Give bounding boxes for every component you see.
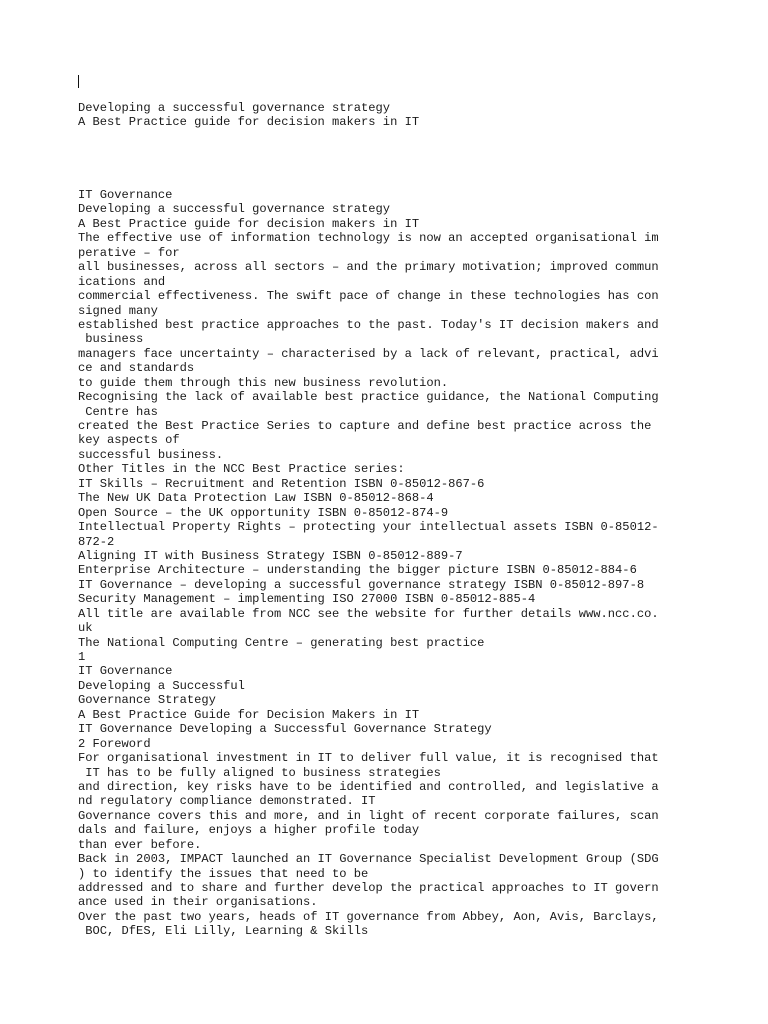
text-line: ) to identify the issues that need to be — [78, 866, 369, 881]
text-line: Back in 2003, IMPACT launched an IT Governance Specialist Development Group (SDG — [78, 852, 659, 867]
text-line: Enterprise Architecture – understanding the bigger picture ISBN 0-85012-884-6 — [78, 563, 637, 578]
text-line: established best practice approaches to the past. Today's IT decision makers and — [78, 317, 659, 332]
text-line: successful business. — [78, 447, 224, 462]
text-line: The National Computing Centre – generating best practice — [78, 635, 485, 650]
text-line: commercial effectiveness. The swift pace of change in these technologies has con — [78, 289, 659, 304]
header-line: Developing a successful governance strategy — [78, 101, 391, 115]
text-cursor — [78, 75, 79, 88]
text-line: than ever before. — [78, 837, 202, 852]
text-line: IT Governance Developing a Successful Governance Strategy — [78, 722, 492, 737]
text-line: Developing a successful governance strategy — [78, 202, 391, 217]
text-line: dals and failure, enjoys a higher profile today — [78, 823, 420, 838]
header-line: A Best Practice guide for decision makers in IT — [78, 115, 420, 130]
text-line: Aligning IT with Business Strategy ISBN 0-85012-889-7 — [78, 548, 463, 563]
text-line: business — [78, 332, 144, 347]
text-line: Other Titles in the NCC Best Practice series: — [78, 462, 405, 477]
text-line: Governance covers this and more, and in light of recent corporate failures, scan — [78, 808, 659, 823]
text-line: A Best Practice guide for decision makers in IT — [78, 216, 420, 231]
text-line: all businesses, across all sectors – and the primary motivation; improved commun — [78, 260, 659, 275]
text-line: Centre has — [78, 404, 158, 419]
text-line: addressed and to share and further develop the practical approaches to IT govern — [78, 881, 659, 895]
text-line: A Best Practice Guide for Decision Makers in IT — [78, 707, 420, 722]
text-line: perative – for — [78, 245, 180, 260]
text-line: 2 Foreword — [78, 736, 151, 751]
text-line: IT has to be fully aligned to business strategies — [78, 765, 441, 780]
document-body — [78, 188, 728, 939]
text-line: Developing a Successful — [78, 678, 245, 693]
text-line: created the Best Practice Series to capture and define best practice across the — [78, 419, 652, 433]
text-line: Security Management – implementing ISO 27000 ISBN 0-85012-885-4 — [78, 592, 536, 607]
text-line: nd regulatory compliance demonstrated. IT — [78, 794, 376, 809]
text-line: 872-2 — [78, 534, 115, 549]
document-header — [78, 101, 728, 130]
text-line: IT Governance — [78, 188, 173, 202]
text-line: IT Governance — [78, 664, 173, 679]
text-line: All title are available from NCC see the website for further details www.ncc.co. — [78, 606, 659, 621]
text-line: managers face uncertainty – characterised by a lack of relevant, practical, advi — [78, 346, 659, 361]
text-line: Open Source – the UK opportunity ISBN 0-85012-874-9 — [78, 505, 449, 520]
text-line: The effective use of information technology is now an accepted organisational im — [78, 231, 659, 246]
text-line: signed many — [78, 303, 158, 318]
text-line: Governance Strategy — [78, 693, 216, 708]
text-line: For organisational investment in IT to deliver full value, it is recognised that — [78, 751, 659, 766]
text-line: IT Skills – Recruitment and Retention ISBN 0-85012-867-6 — [78, 476, 485, 491]
text-line: Over the past two years, heads of IT governance from Abbey, Aon, Avis, Barclays, — [78, 909, 659, 924]
text-line: BOC, DfES, Eli Lilly, Learning & Skills — [78, 924, 369, 939]
text-line: key aspects of — [78, 433, 180, 448]
text-line: ance used in their organisations. — [78, 895, 318, 910]
text-line: ications and — [78, 274, 166, 289]
text-line: uk — [78, 621, 93, 636]
text-line: Recognising the lack of available best practice guidance, the National Computing — [78, 390, 659, 405]
text-line: and direction, key risks have to be identified and controlled, and legislative a — [78, 779, 659, 794]
text-line: ce and standards — [78, 361, 195, 376]
text-line: to guide them through this new business revolution. — [78, 375, 449, 390]
text-line: Intellectual Property Rights – protecting your intellectual assets ISBN 0-85012- — [78, 520, 659, 535]
text-line: 1 — [78, 650, 86, 664]
text-line: IT Governance – developing a successful governance strategy ISBN 0-85012-897-8 — [78, 577, 645, 592]
text-line: The New UK Data Protection Law ISBN 0-85012-868-4 — [78, 491, 434, 506]
